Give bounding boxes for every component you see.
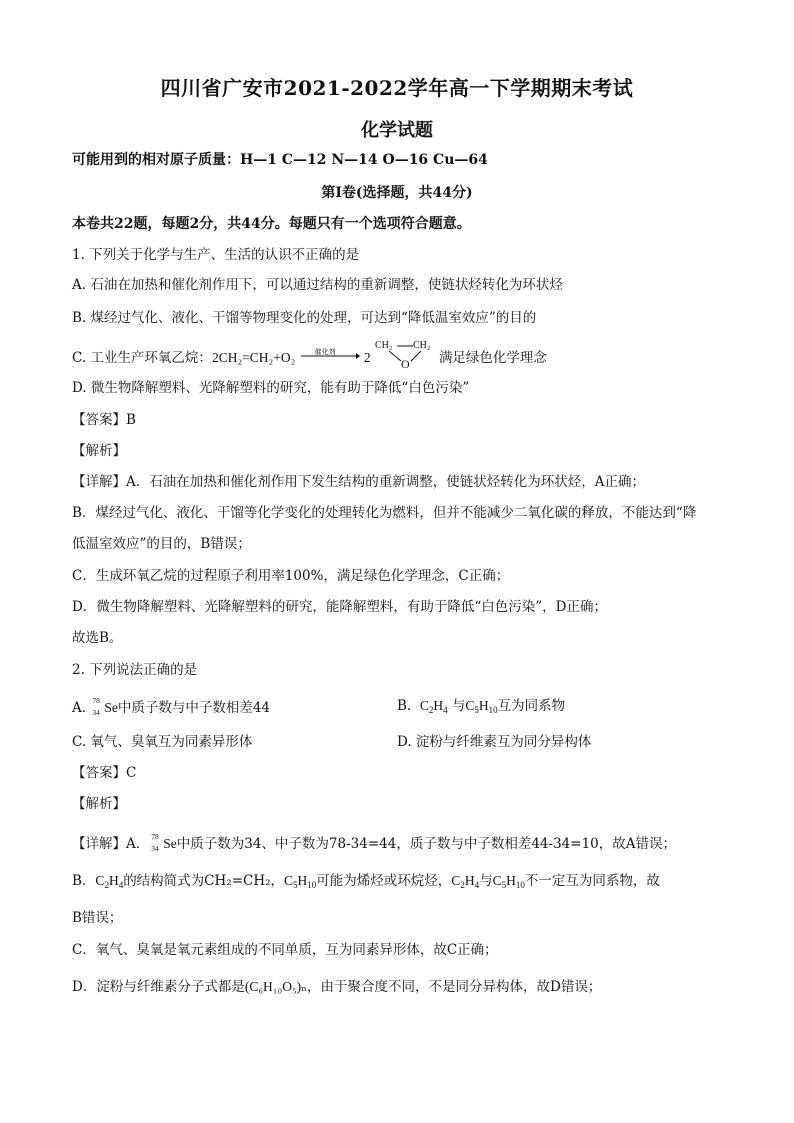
arrow-icon	[300, 346, 360, 366]
page-title: 四川省广安市2021-2022学年高一下学期期末考试	[160, 76, 634, 100]
q1-conclusion: 故选B。	[72, 630, 123, 646]
formula-sub: 5	[474, 705, 479, 715]
q2-analysis-label: 【解析】	[72, 796, 126, 812]
q2-detail-a	[72, 832, 732, 854]
q2-detail-d-suffix: ，由于聚合度不同，不是同分异构体，故D错误；	[307, 979, 602, 995]
q2-option-b-text: 互为同系物	[497, 698, 566, 714]
formula-c2h4	[420, 698, 448, 713]
formula-c: C	[492, 873, 502, 888]
q1-detail-d: D．微生物降解塑料、光降解塑料的研究，能降解塑料，有助于降低“白色污染”，D正确；	[72, 599, 607, 615]
q2-detail-b-prefix: B．	[72, 873, 96, 889]
formula-sub: 4	[443, 705, 448, 715]
epoxide-structure	[375, 342, 439, 372]
q2-detail-a-prefix: 【详解】A．	[72, 836, 150, 852]
q2-detail-c: C．氧气、臭氧是氧元素组成的不同单质，互为同素异形体，故C正确；	[72, 942, 498, 958]
q2-option-c: C. 氧气、臭氧互为同素异形体	[72, 734, 253, 750]
q2-option-a-text: 中质子数与中子数相差44	[117, 700, 271, 716]
se-symbol: Se	[104, 700, 118, 715]
q2-detail-a-text: 中质子数为34、中子数为78-34=44，质子数与中子数相差44-34=10，故A错误；	[176, 836, 676, 852]
formula-h: H	[506, 873, 516, 888]
q1-option-c-prefix: C. 工业生产环氧乙烷：	[72, 350, 212, 366]
formula-h: H	[433, 698, 444, 713]
q2-detail-b-line2: B错误；	[72, 910, 123, 926]
epoxide-ch2-left: CH₂	[374, 340, 393, 351]
q1-option-c-suffix: 满足绿色化学理念	[438, 350, 547, 366]
q1-product-coefficient: 2	[363, 350, 371, 365]
q1-option-a: A. 石油在加热和催化剂作用下，可以通过结构的重新调整，使链状烃转化为环状烃	[72, 277, 563, 293]
formula-c5h10	[493, 873, 525, 888]
q2-detail-d	[72, 977, 732, 997]
formula-c: C	[284, 873, 294, 888]
q2-detail-b-text3: 与	[479, 873, 493, 889]
q1-detail-c: C．生成环氧乙烷的过程原子利用率100%，满足绿色化学理念，C正确；	[72, 568, 510, 584]
q1-detail-b-line1: B．煤经过气化、液化、干馏等化学变化的处理转化为燃料，但并不能减少二氧化碳的释放，不能达到“降	[72, 505, 697, 521]
q1-stem: 1. 下列关于化学与生产、生活的认识不正确的是	[72, 247, 360, 263]
formula-c2h4	[95, 873, 123, 888]
q2-option-b-prefix: B.	[397, 698, 412, 714]
reaction-arrow	[300, 346, 360, 366]
q1-detail-b-line2: 低温室效应”的目的，B错误；	[72, 536, 251, 552]
q2-detail-b-text1: 的结构简式为CH₂=CH₂，	[123, 873, 285, 889]
q1-option-d: D. 微生物降解塑料、光降解塑料的研究，能有助于降低“白色污染”	[72, 380, 470, 396]
formula-h: H	[297, 873, 308, 888]
formula-sub: 4	[474, 880, 480, 890]
formula-c: C	[451, 873, 461, 888]
formula-c2h4	[451, 873, 479, 888]
q2-option-b-mid: 与	[451, 698, 466, 714]
formula-sub: 2	[104, 880, 109, 890]
se-symbol: Se	[163, 836, 177, 851]
q1-equation-reactants: 2CH₂=CH₂+O₂	[211, 350, 296, 365]
epoxide-oxygen: O	[400, 357, 410, 371]
formula-sub: 2	[460, 880, 465, 890]
formula-starch: (C₆H₁₀O₅)ₙ	[244, 979, 307, 994]
epoxide-ch2-right: CH₂	[412, 340, 431, 351]
formula-c5h10	[284, 873, 316, 888]
page-subtitle: 化学试题	[361, 120, 433, 141]
q2-detail-b-line1	[72, 871, 732, 895]
formula-sub: 2	[428, 705, 434, 715]
se-nuclide	[149, 832, 163, 853]
q1-detail-a: 【详解】A．石油在加热和催化剂作用下发生结构的重新调整，使链状烃转化为环状烃，A正确；	[72, 474, 645, 490]
q1-answer: 【答案】B	[72, 412, 136, 428]
q1-option-b: B. 煤经过气化、液化、干馏等物理变化的处理，可达到“降低温室效应”的目的	[72, 310, 537, 326]
section-title: 第I卷(选择题，共44分)	[321, 185, 473, 201]
q1-option-c	[72, 342, 732, 372]
q2-detail-b-text2: 可能为烯烃或环烷烃，	[316, 873, 452, 889]
se-atomic-number: 34	[151, 844, 159, 853]
instructions: 本卷共22题，每题2分，共44分。每题只有一个选项符合题意。	[72, 216, 471, 232]
formula-sub: 10	[488, 705, 498, 715]
formula-sub: 5	[501, 880, 507, 890]
formula-sub: 4	[118, 880, 124, 890]
q2-option-a	[72, 696, 372, 718]
formula-sub: 5	[293, 880, 298, 890]
q2-answer: 【答案】C	[72, 765, 137, 781]
epoxide-ring-icon	[375, 342, 439, 372]
formula-sub: 10	[307, 880, 317, 890]
se-mass-number: 78	[92, 696, 100, 705]
formula-h: H	[108, 873, 119, 888]
q1-analysis-label: 【解析】	[72, 443, 126, 459]
formula-sub: 10	[515, 880, 525, 890]
catalyst-label: 催化剂	[314, 348, 336, 356]
formula-h: H	[478, 698, 489, 713]
se-mass-number: 78	[151, 832, 159, 841]
formula-c: C	[95, 873, 105, 888]
formula-c: C	[465, 698, 475, 713]
formula-c: C	[419, 698, 429, 713]
q2-option-d: D. 淀粉与纤维素互为同分异构体	[397, 734, 592, 750]
formula-c5h10	[465, 698, 497, 713]
q2-detail-b-text4: 不一定互为同系物，故	[524, 873, 660, 889]
q2-detail-d-prefix: D．淀粉与纤维素分子式都是	[72, 979, 245, 995]
q2-option-a-prefix: A.	[72, 700, 87, 716]
se-atomic-number: 34	[92, 708, 100, 717]
q2-option-b	[397, 696, 727, 720]
se-nuclide	[90, 696, 104, 717]
q2-stem: 2. 下列说法正确的是	[72, 662, 198, 678]
formula-h: H	[464, 873, 475, 888]
atomic-masses: 可能用到的相对原子质量：H—1 C—12 N—14 O—16 Cu—64	[72, 152, 488, 168]
